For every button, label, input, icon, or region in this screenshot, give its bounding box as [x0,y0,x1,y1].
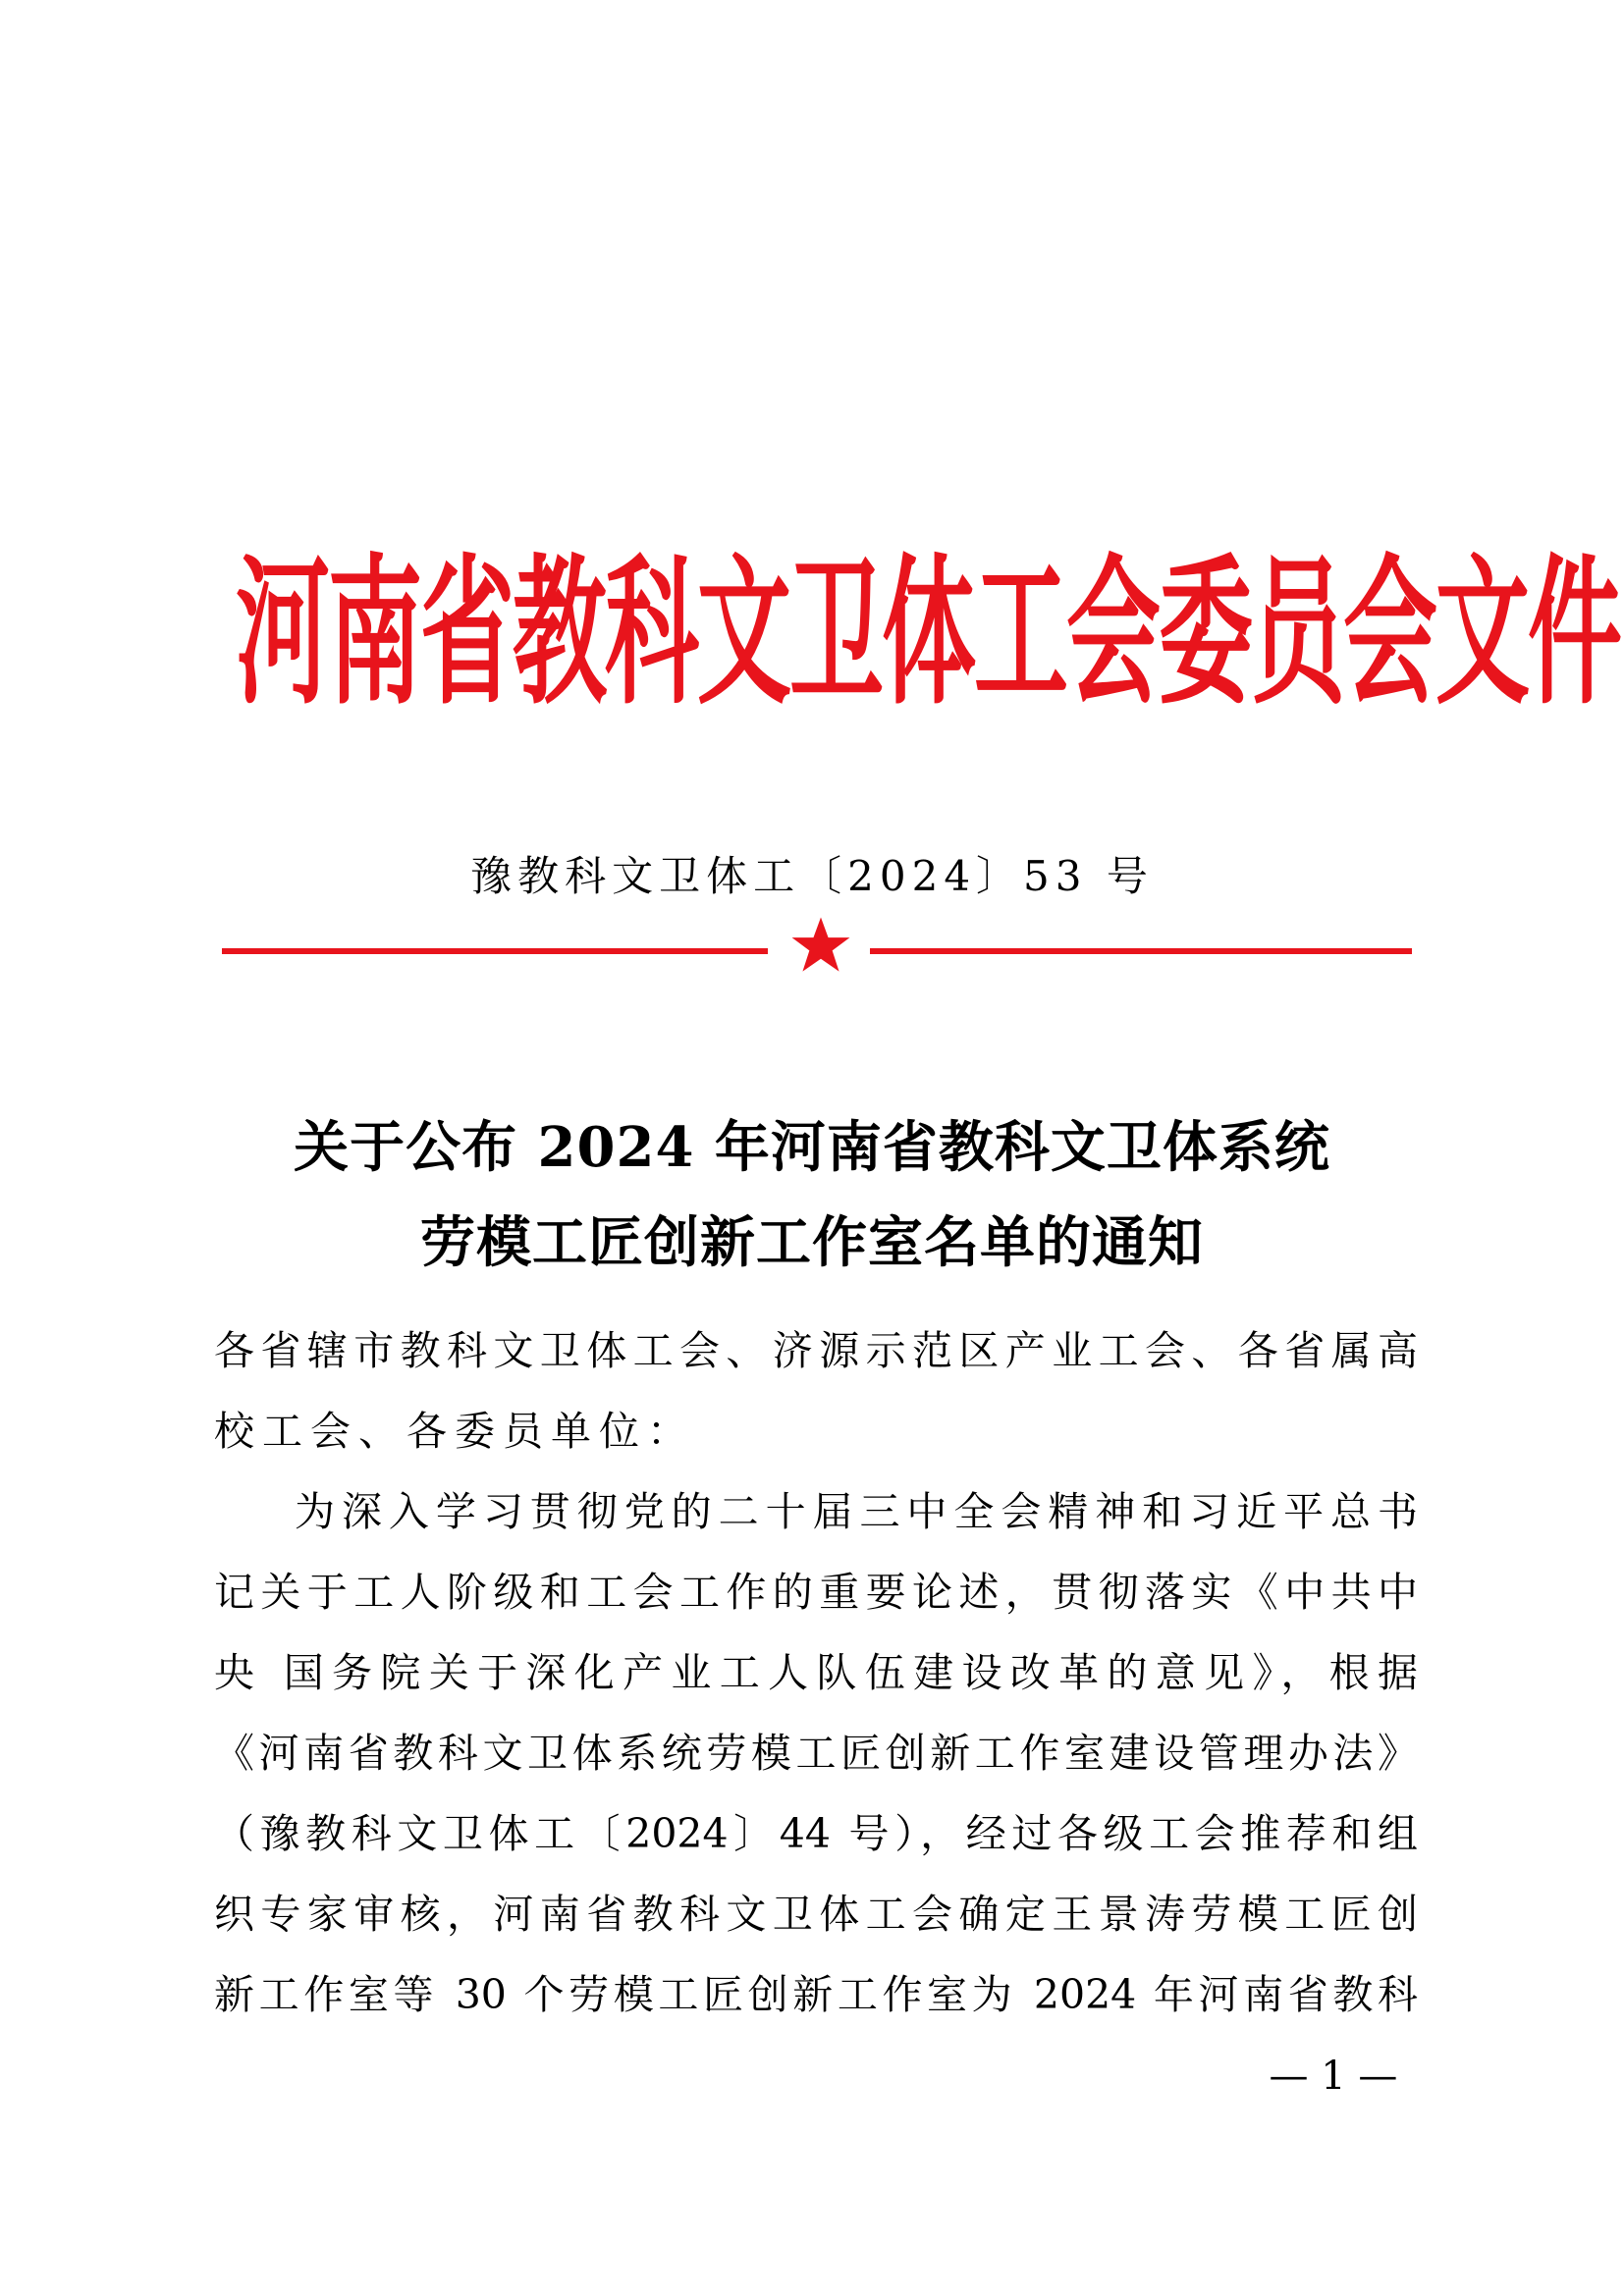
body-line: 新工作室等 30 个劳模工匠创新工作室为 2024 年河南省教科 [214,1971,1418,2018]
body-line: 央 国务院关于深化产业工人队伍建设改革的意见》，根据 [214,1649,1418,1696]
body-line: 记关于工人阶级和工会工作的重要论述，贯彻落实《中共中 [214,1569,1418,1616]
red-divider [222,931,1412,970]
notice-title-line-1: 关于公布 2024 年河南省教科文卫体系统 [294,1115,1330,1180]
document-number: 豫教科文卫体工〔2024〕53 号 [470,852,1154,900]
body-line: 《河南省教科文卫体系统劳模工匠创新工作室建设管理办法》 [214,1730,1418,1777]
notice-title-line-2: 劳模工匠创新工作室名单的通知 [420,1210,1204,1275]
page-number: — 1 — [1269,2054,1398,2099]
star-icon [789,915,852,978]
body-line: 校工会、各委员单位： [214,1408,695,1455]
divider-line-right [870,948,1412,954]
body-line: （豫教科文卫体工〔2024〕44 号），经过各级工会推荐和组 [214,1810,1418,1857]
divider-line-left [222,948,768,954]
body-line: 各省辖市教科文卫体工会、济源示范区产业工会、各省属高 [214,1327,1418,1374]
body-line: 为深入学习贯彻党的二十届三中全会精神和习近平总书 [295,1488,1418,1535]
body-line: 织专家审核，河南省教科文卫体工会确定王景涛劳模工匠创 [214,1891,1418,1938]
masthead-title: 河南省教科文卫体工会委员会文件 [236,539,1620,727]
